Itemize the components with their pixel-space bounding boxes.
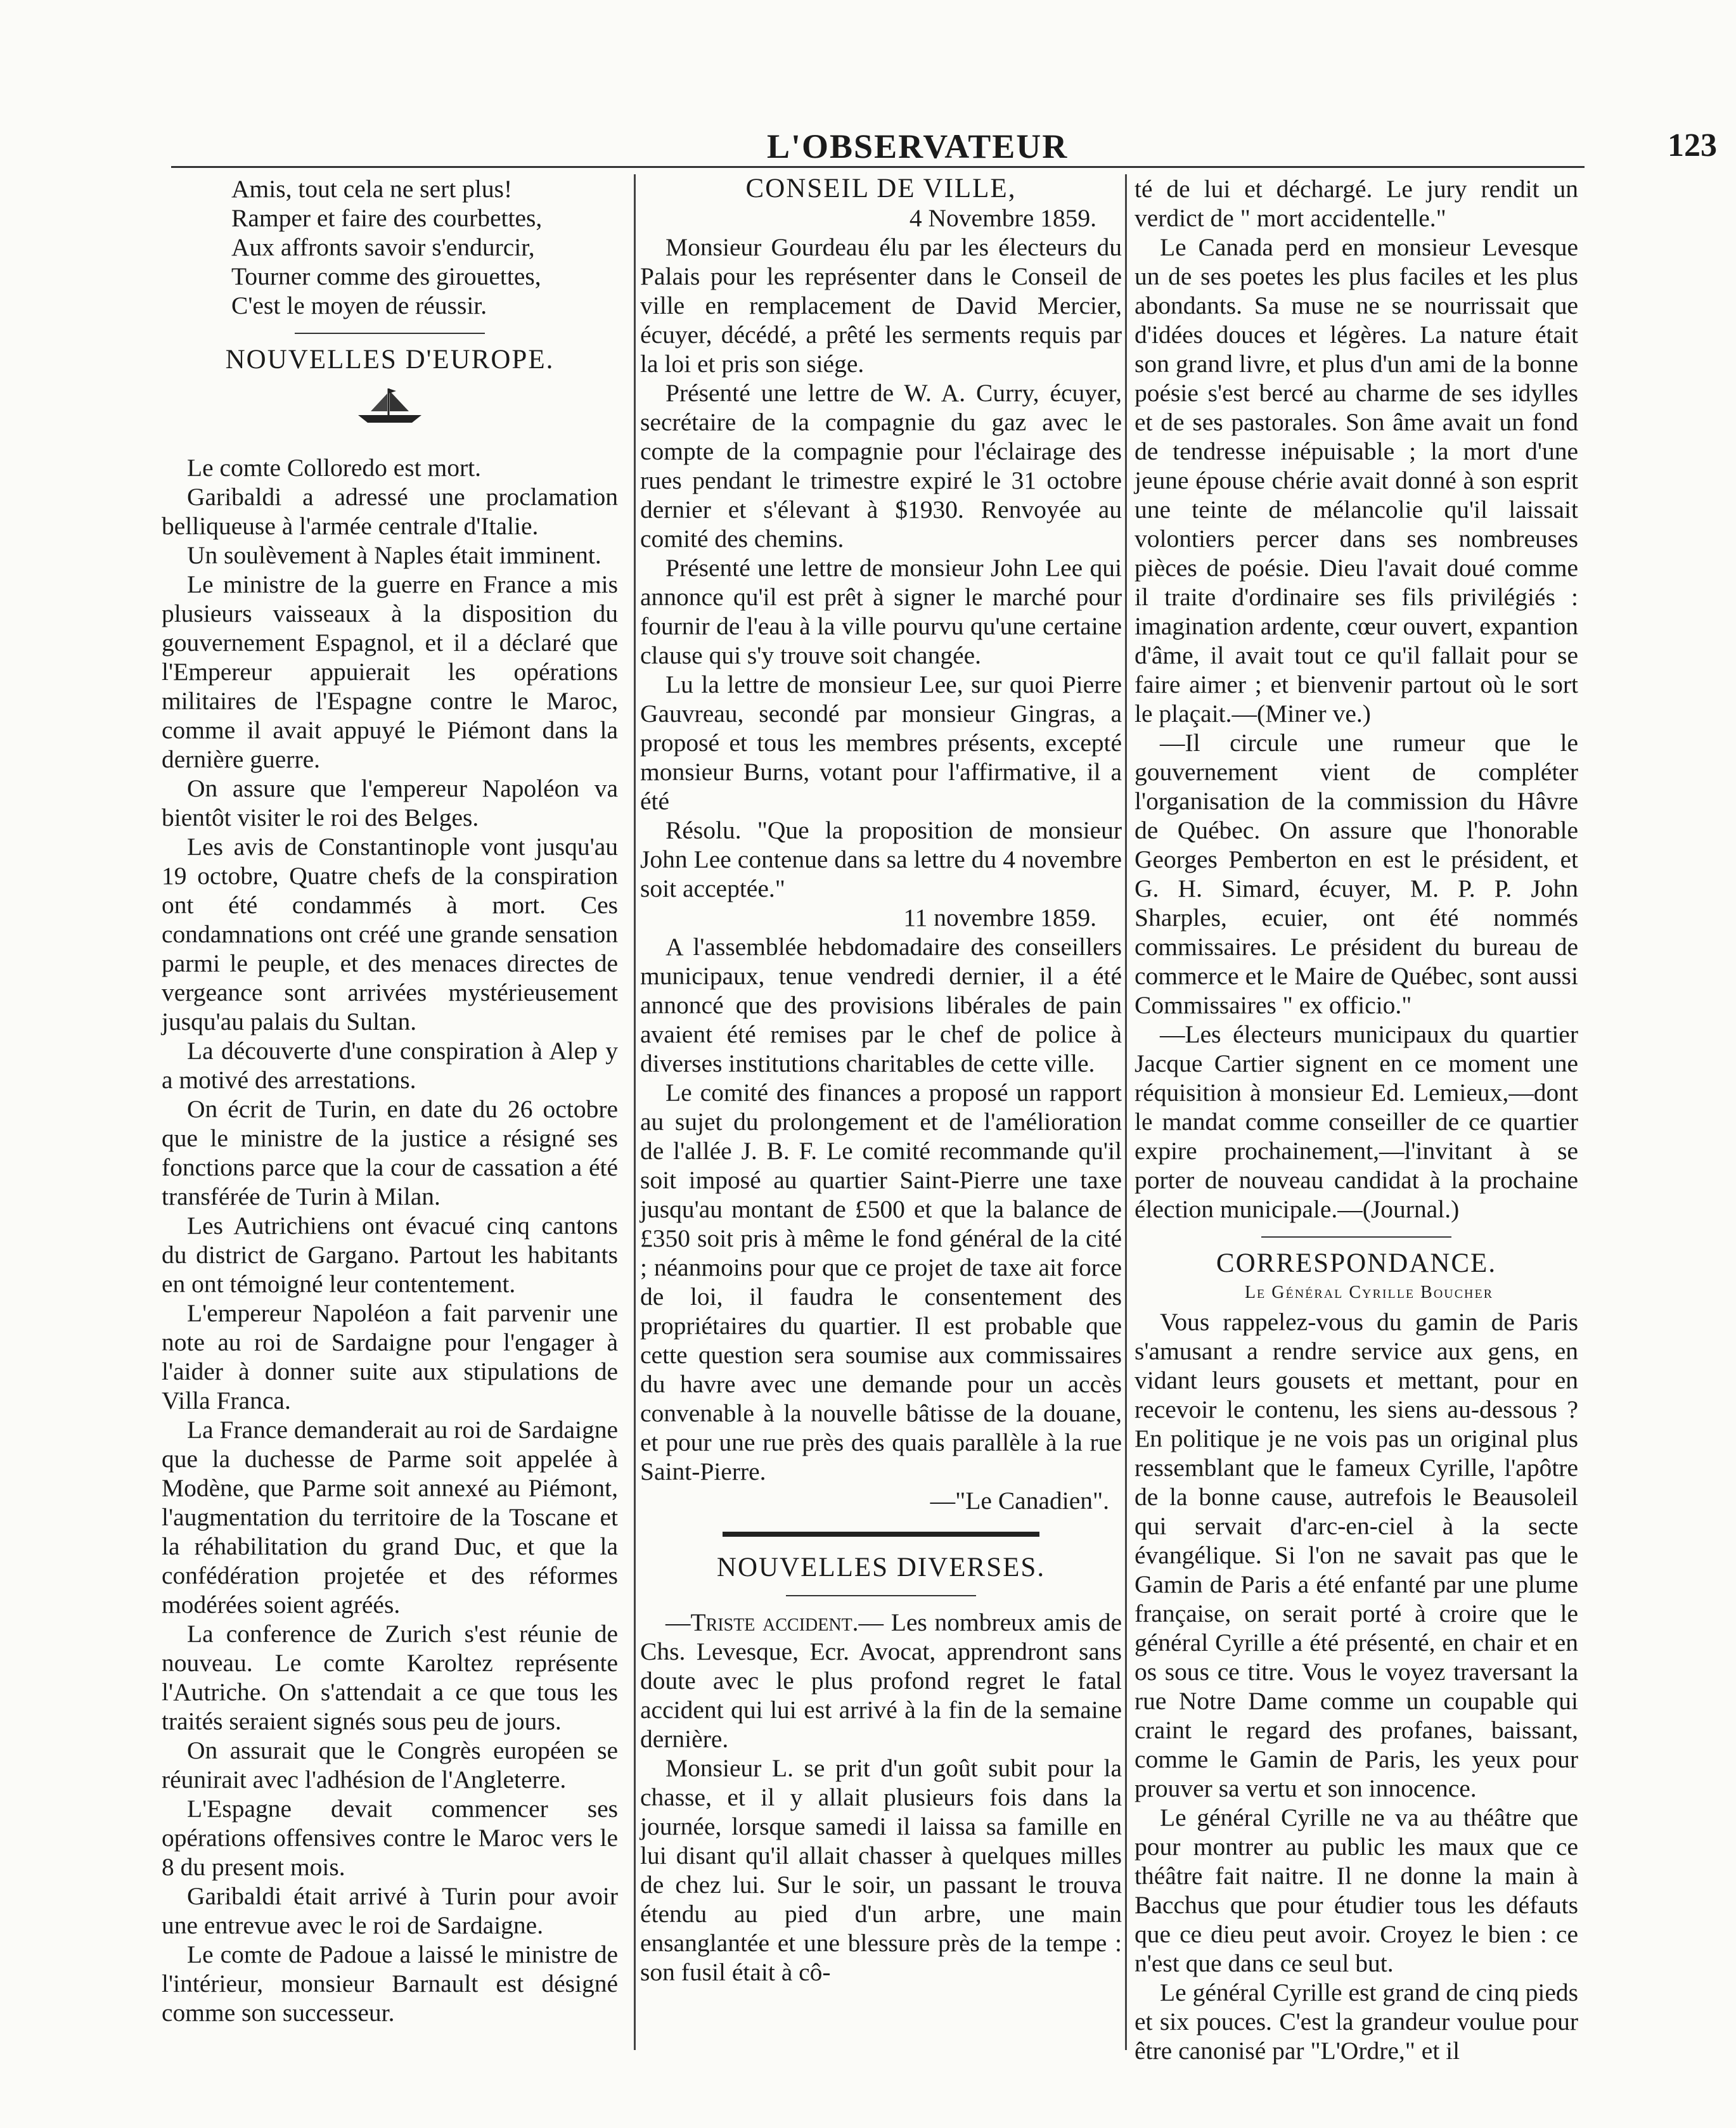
news-paragraph: Le comte Colloredo est mort. <box>187 454 482 482</box>
page-number: 123 <box>1668 127 1717 163</box>
article-date: 11 novembre 1859. <box>903 904 1096 932</box>
news-paragraph: La découverte d'une conspiration à Alep y a motivé des arrestations. <box>162 1037 618 1094</box>
news-paragraph: Le comte de Padoue a laissé le ministre de l'intérieur, monsieur Barnault est désigné comme son successeur. <box>162 1940 618 2027</box>
section-heading-europe: NOUVELLES D'EUROPE. <box>225 345 555 375</box>
article-lead: —Triste accident.— <box>665 1608 884 1636</box>
verse-line: Tourner comme des girouettes, <box>231 262 541 290</box>
newspaper-title: L'OBSERVATEUR <box>767 127 1069 165</box>
article-paragraph: Présenté une lettre de W. A. Curry, écuyer, secrétaire de la compagnie du gaz avec le compte de la compagnie pour l'éclairage des rues pendant le trimestre expiré le 31 octobre dernier et s'élevant à $1930. Renvoyée au comité des chemins. <box>640 379 1122 553</box>
ship-ornament-icon <box>352 383 428 428</box>
article-paragraph: A l'assemblée hebdomadaire des conseillers municipaux, tenue vendredi dernier, il a été annoncé que des provisions libérales de pain avaient été remises par le chef de police à diverses institutions charitables de cette ville. <box>640 933 1122 1077</box>
news-paragraph: Le ministre de la guerre en France a mis plusieurs vaisseaux à la disposition du gouvernement Espagnol, et il a déclaré que l'Empereur appuierait les opérations militaires de l'Espagne contre le Maroc, comme il avait appuyé le Piémont dans la dernière guerre. <box>162 570 618 773</box>
article-paragraph: té de lui et déchargé. Le jury rendit un verdict de " mort accidentelle." <box>1135 175 1578 232</box>
news-paragraph: Garibaldi était arrivé à Turin pour avoir une entrevue avec le roi de Sardaigne. <box>162 1882 618 1939</box>
section-heading-correspondance: CORRESPONDANCE. <box>1216 1248 1497 1278</box>
section-rule <box>723 1532 1039 1537</box>
section-rule <box>295 333 485 334</box>
article-paragraph: Lu la lettre de monsieur Lee, sur quoi Pierre Gauvreau, secondé par monsieur Gingras, a proposé et tous les membres présents, excepté monsieur Burns, votant pour l'affirmative, il a été <box>640 670 1122 815</box>
section-heading-diverses: NOUVELLES DIVERSES. <box>716 1553 1046 1582</box>
article-paragraph <box>640 1608 1122 1753</box>
news-paragraph: L'Espagne devait commencer ses opérations offensives contre le Maroc vers le 8 du present mois. <box>162 1795 618 1881</box>
section-rule <box>1261 1236 1451 1238</box>
article-paragraph: Présenté une lettre de monsieur John Lee qui annonce qu'il est prêt à signer le marché pour fournir de l'eau à la ville pourvu qu'une certaine clause qui s'y trouve soit changée. <box>640 554 1122 669</box>
verse-line: Amis, tout cela ne sert plus! <box>231 175 513 203</box>
article-date: 4 Novembre 1859. <box>909 204 1096 232</box>
verse-line: C'est le moyen de réussir. <box>231 292 487 319</box>
header-rule <box>171 166 1585 168</box>
column-1 <box>162 174 618 2027</box>
column-divider <box>1125 174 1127 2050</box>
article-paragraph: Vous rappelez-vous du gamin de Paris s'amusant a rendre service aux gens, en vidant leurs gousets et mettant, pour en recevoir le contenu, les siens au-dessous ? En politique je ne vois pas un original plus ressemblant que le fameux Cyrille, l'apôtre de la bonne cause, autrefois le Beausoleil qui servait d'arc-en-ciel à la secte évangélique. Si l'on ne savait pas que le Gamin de Paris a été enfanté par une plume française, on serait porté à croire que le général Cyrille a été présenté, en chair et en os sous ce titre. Vous le voyez traversant la rue Notre Dame comme un coupable qui craint le regard des profanes, baissant, comme le Gamin de Paris, les yeux pour prouver sa vertu et son innocence. <box>1135 1308 1578 1802</box>
column-divider <box>634 174 636 2050</box>
news-paragraph: Les Autrichiens ont évacué cinq cantons du district de Gargano. Partout les habitants en ont témoigné leur contentement. <box>162 1212 618 1298</box>
page-header <box>0 127 1736 165</box>
article-paragraph: —Les électeurs municipaux du quartier Jacque Cartier signent en ce moment une réquisition à monsieur Ed. Lemieux,—dont le mandat comme conseiller de ce quartier expire prochainement,—l'invitant à se porter de nouveau candidat à la prochaine élection municipale.—(Journal.) <box>1135 1020 1578 1223</box>
news-paragraph: On écrit de Turin, en date du 26 octobre que le ministre de la justice a résigné ses fonctions parce que la cour de cassation a été transférée de Turin à Milan. <box>162 1095 618 1210</box>
verse-line: Ramper et faire des courbettes, <box>231 204 543 232</box>
section-subheading: Le Général Cyrille Boucher <box>1244 1283 1494 1302</box>
news-paragraph: La France demanderait au roi de Sardaigne que la duchesse de Parme soit appelée à Modène, que Parme soit annexé au Piémont, l'augmentation du territoire de la Toscane et la réhabilitation du grand Duc, et que la confédération projetée et des réformes modérées soient agréés. <box>162 1416 618 1618</box>
news-paragraph: Les avis de Constantinople vont jusqu'au 19 octobre, Quatre chefs de la conspiration ont été condammés à mort. Ces condamnations ont créé une grande sensation parmi le peuple, et des menaces directes de vergeance sont arrivées mystérieusement jusqu'au palais du Sultan. <box>162 833 618 1035</box>
article-paragraph: Le général Cyrille ne va au théâtre que pour montrer au public les maux que ce théâtre fait naitre. Il ne donne la main à Bacchus que pour étudier tous les défauts que ce dieu peut avoir. Croyez le bien : ce n'est que dans ce seul but. <box>1135 1804 1578 1977</box>
news-paragraph: L'empereur Napoléon a fait parvenir une note au roi de Sardaigne pour l'engager à l'aider à donner suite aux stipulations de Villa Franca. <box>162 1299 618 1414</box>
article-paragraph: Monsieur Gourdeau élu par les électeurs du Palais pour les représenter dans le Conseil de ville en remplacement de David Mercier, écuyer, décédé, a prêté les serments requis par la loi et pris son siége. <box>640 233 1122 378</box>
section-rule <box>786 1595 976 1596</box>
article-paragraph: Le comité des finances a proposé un rapport au sujet du prolongement et de l'amélioration de l'allée J. B. F. Le comité recommande qu'il soit imposé au quartier Saint-Pierre une taxe jusqu'au montant de £500 et que la balance de £350 soit pris à même le fond général de la cité ; néanmoins pour que ce projet de taxe ait force de loi, il faudra le consentement des propriétaires du quartier. Il est probable que cette question sera soumise aux commissaires du havre avec une demande pour un accès convenable à la nouvelle bâtisse de la douane, et pour une rue près des quais parallèle à la rue Saint-Pierre. <box>640 1079 1122 1485</box>
news-paragraph: Un soulèvement à Naples était imminent. <box>187 541 601 569</box>
column-2 <box>640 174 1122 1987</box>
article-paragraph: —Il circule une rumeur que le gouvernement vient de compléter l'organisation de la commission du Hâvre de Québec. On assure que l'honorable Georges Pemberton en est le président, et G. H. Simard, écuyer, M. P. P. John Sharples, ecuier, ont été nommés commissaires. Le président du bureau de commerce et le Maire de Québec, sont aussi Commissaires " ex officio." <box>1135 729 1578 1019</box>
article-source: —"Le Canadien". <box>930 1487 1109 1515</box>
news-paragraph: Garibaldi a adressé une proclamation belliqueuse à l'armée centrale d'Italie. <box>162 483 618 540</box>
section-heading-conseil: CONSEIL DE VILLE, <box>745 174 1017 203</box>
verse-line: Aux affronts savoir s'endurcir, <box>231 233 535 261</box>
news-paragraph: On assurait que le Congrès européen se réunirait avec l'adhésion de l'Angleterre. <box>162 1736 618 1793</box>
article-paragraph: Monsieur L. se prit d'un goût subit pour la chasse, et il y allait plusieurs fois dans la journée, lorsque samedi il laissa sa famille en lui disant qu'il allait chasser à quelques milles de chez lui. Sur le soir, un passant le trouva étendu au pied d'un arbre, une main ensanglantée et une blessure près de la tempe : son fusil était à cô- <box>640 1754 1122 1986</box>
article-paragraph: Le Canada perd en monsieur Levesque un de ses poetes les plus faciles et les plus abondants. Sa muse ne se nourrissait que d'idées douces et légères. La nature était son grand livre, et plus d'un ami de la bonne poésie s'est bercé au charme de ses idylles et de ses pastorales. Son âme avait un fond de tendresse inépuisable ; la mort d'une jeune épouse chérie avait donné à son esprit une teinte de mélancolie qu'il laissait volontiers percer dans ses nombreuses pièces de poésie. Dieu l'avait doué comme il traite d'ordinaire ses fils privilégiés : imagination ardente, cœur ouvert, expantion d'âme, il avait tout ce qu'il fallait pour se faire aimer ; et bienvenir partout où le sort le plaçait.—(Miner ve.) <box>1135 233 1578 727</box>
news-paragraph: La conference de Zurich s'est réunie de nouveau. Le comte Karoltez représente l'Autriche. On s'attendait a ce que tous les traités seraient signés sous peu de jours. <box>162 1620 618 1735</box>
article-text: Les nombreux amis de Chs. Levesque, Ecr. Avocat, apprendront sans doute avec le plus profond regret le fatal accident qui lui est arrivé à la fin de la semaine dernière. <box>640 1608 1122 1753</box>
article-paragraph: Le général Cyrille est grand de cinq pieds et six pouces. C'est la grandeur voulue pour être canonisé par "L'Ordre," et il <box>1135 1978 1578 2065</box>
news-paragraph: On assure que l'empereur Napoléon va bientôt visiter le roi des Belges. <box>162 774 618 831</box>
column-3 <box>1135 174 1578 2065</box>
article-paragraph: Résolu. "Que la proposition de monsieur John Lee contenue dans sa lettre du 4 novembre soit acceptée." <box>640 816 1122 902</box>
